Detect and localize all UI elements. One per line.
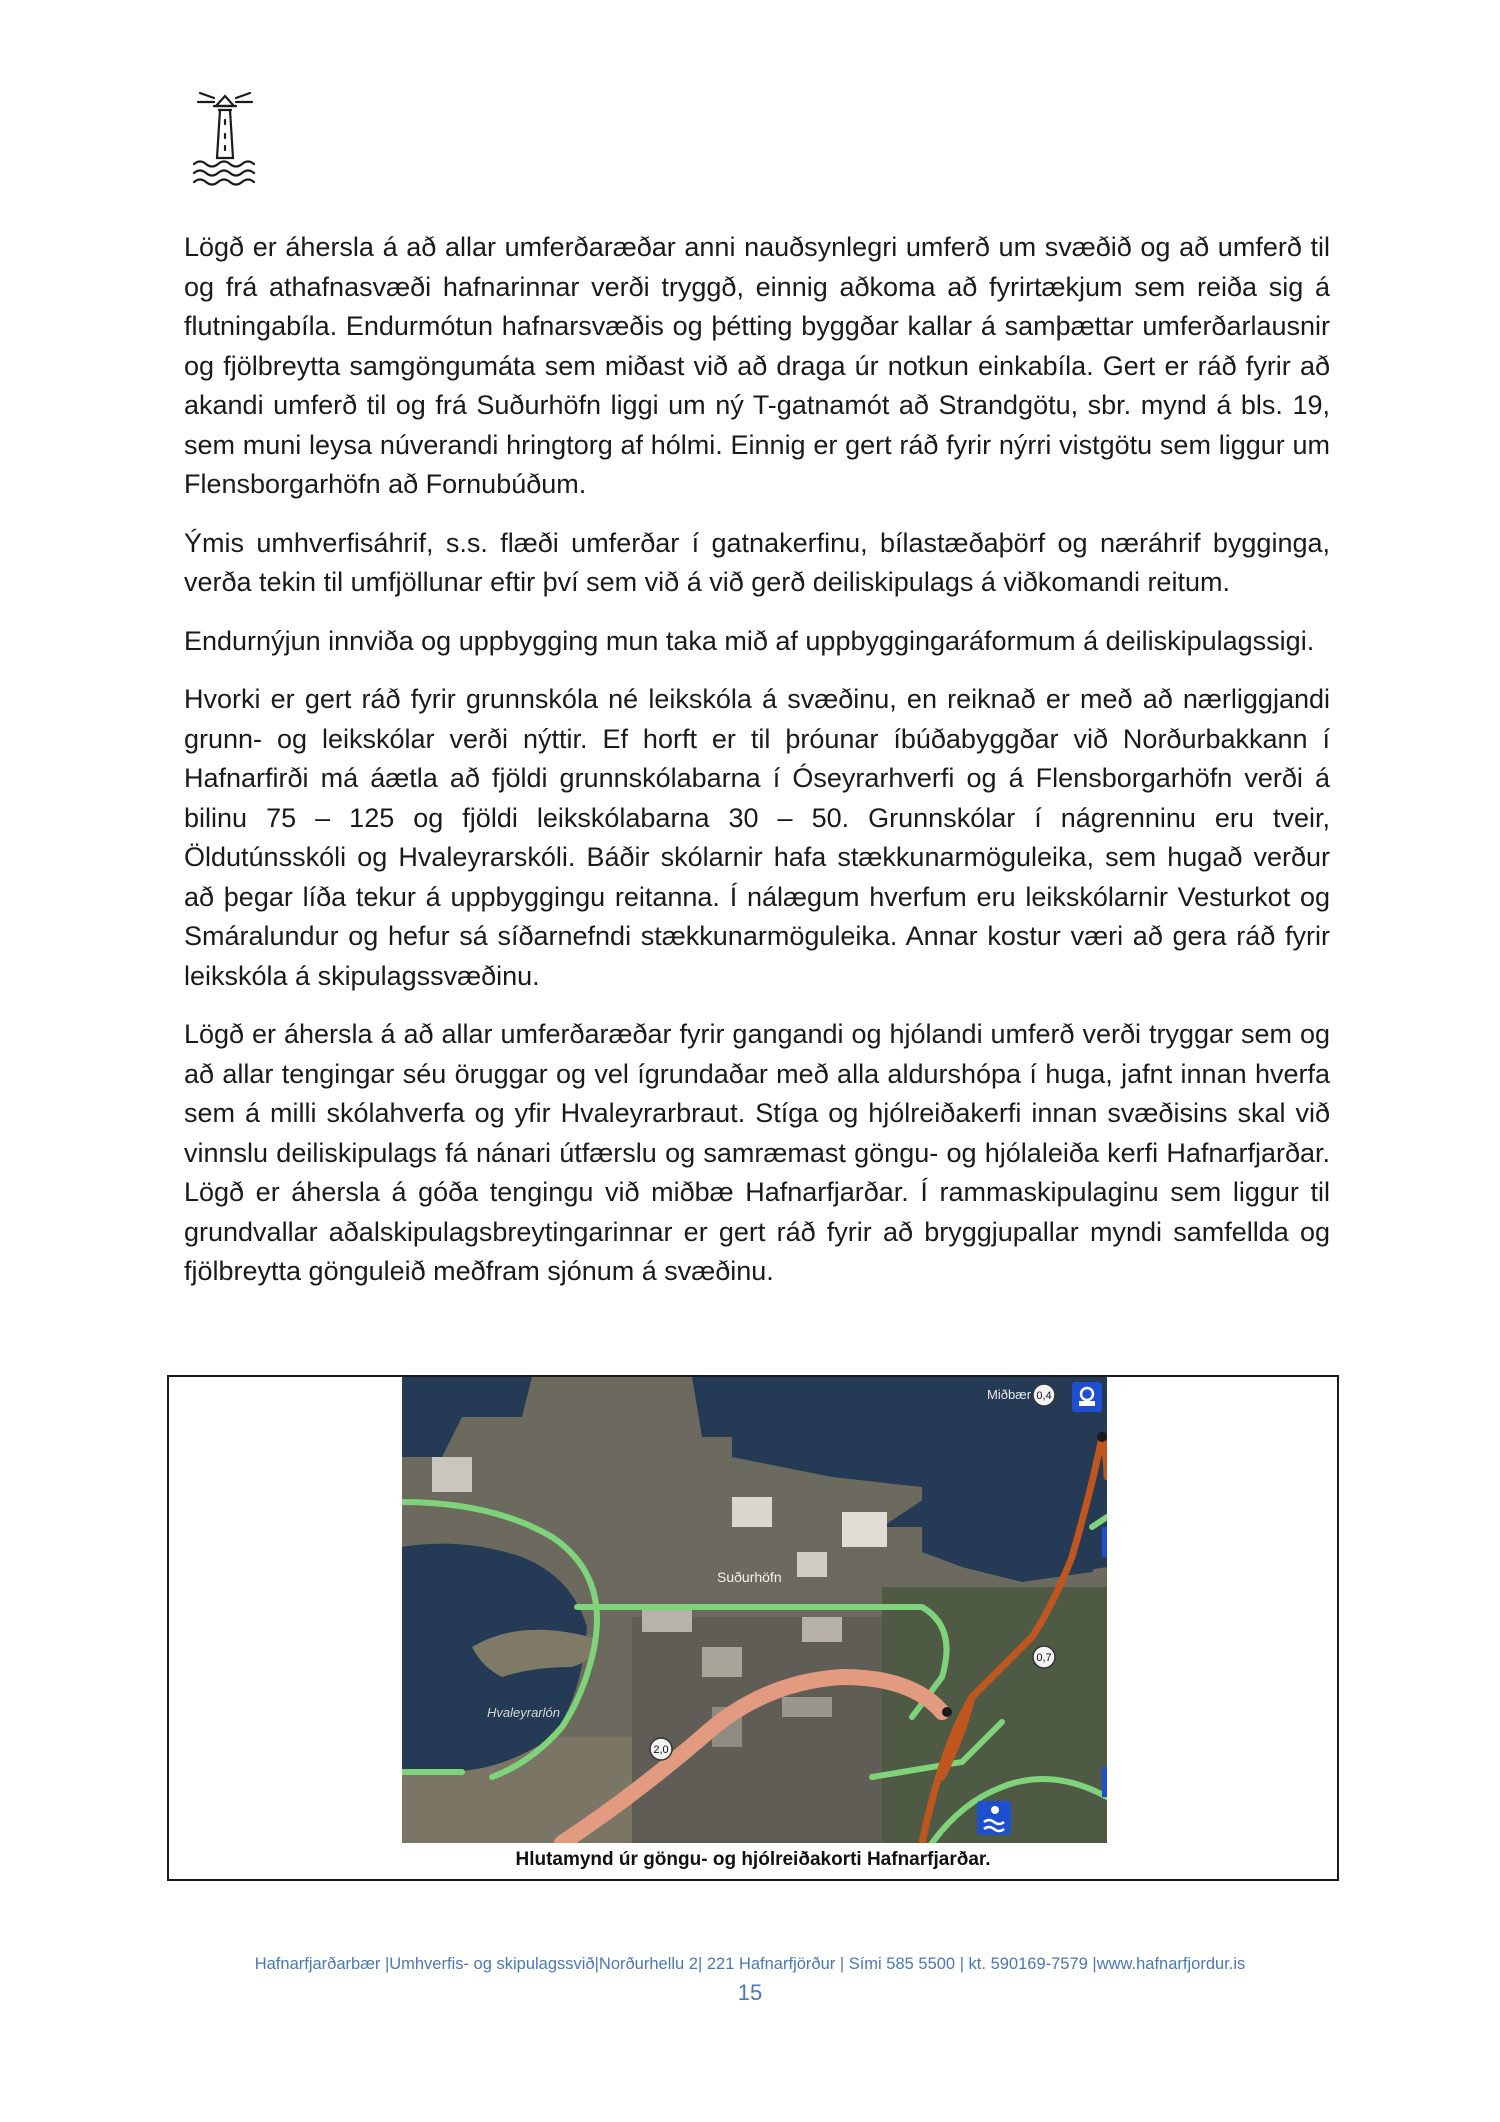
- distance-badge-0-7: [1033, 1646, 1055, 1668]
- paragraph-environment: Ýmis umhverfisáhrif, s.s. flæði umferðar í gatnakerfinu, bílastæðaþörf og næráhrif bygginga, verða tekin til umfjöllunar eftir því sem við á við gerð deiliskipulags á viðkomandi reitum.: [184, 527, 1330, 597]
- body-text: [184, 228, 1330, 1311]
- paragraph-traffic: Lögð er áhersla á að allar umferðaræðar anni nauðsynlegri umferð um svæðið og að umferð til og frá athafnasvæði hafnarinnar verði tryggð, einnig aðkoma að fyrirtækjum sem reiða sig á flutningabíla. Endurmótun hafnarsvæðis og þétting byggðar kallar á samþættar umferðarlausnir og fjölbreytta samgöngumáta sem miðast við að draga úr notkun einkabíla. Gert er ráð fyrir að akandi umferð til og frá Suðurhöfn liggi um ný T-gatnamót að Strandgötu, sbr. mynd á bls. 19, sem muni leysa núverandi hringtorg af hólmi. Einnig er gert ráð fyrir nýrri vistgötu sem liggur um Flensborgarhöfn að Fornubúðum.: [184, 232, 1330, 499]
- lighthouse-icon: [190, 88, 260, 192]
- label-midbaer: Miðbær: [987, 1387, 1032, 1402]
- page-number: 15: [737, 1980, 763, 2005]
- paragraph-infrastructure: Endurnýjun innviða og uppbygging mun taka mið af uppbyggingaráformum á deiliskipulagssigi.: [184, 625, 1315, 656]
- paragraph-schools: Hvorki er gert ráð fyrir grunnskóla né leikskóla á svæðinu, en reiknað er með að nærliggjandi grunn- og leikskólar verði nýttir. Ef horft er til þróunar íbúðabyggðar við Norðurbakkann í Hafnarfirði má áætla að fjöldi grunnskólabarna í Óseyrarhverfi og á Flensborgarhöfn verði á bilinu 75 – 125 og fjöldi leikskólabarna 30 – 50. Grunnskólar í nágrenninu eru tveir, Öldutúnsskóli og Hvaleyrarskóli. Báðir skólarnir hafa stækkunarmöguleika, sem hugað verður að þegar líða tekur á uppbyggingu reitanna. Í nálægum hverfum eru leikskólarnir Vesturkot og Smáralundur og hefur sá síðarnefndi stækkunarmöguleika. Annar kostur væri að gera ráð fyrir leikskóla á skipulagssvæðinu.: [184, 684, 1330, 991]
- aerial-map: [402, 1377, 1107, 1843]
- svg-text:0,4: 0,4: [1036, 1390, 1052, 1402]
- paragraph-pedestrian: Lögð er áhersla á að allar umferðaræðar fyrir gangandi og hjólandi umferð verði tryggar sem og að allar tengingar séu öruggar og vel ígrundaðar með alla aldurshópa í huga, jafnt innan hverfa sem á milli skólahverfa og yfir Hvaleyrarbraut. Stíga og hjólreiðakerfi innan svæðisins skal við vinnslu deiliskipulags fá nánari útfærslu og samræmast göngu- og hjólaleiða kerfi Hafnarfjarðar. Lögð er áhersla á góða tengingu við miðbæ Hafnarfjarðar. Í rammaskipulaginu sem liggur til grundvallar aðalskipulagsbreytingarinnar er gert ráð fyrir að bryggjupallar myndi samfellda og fjölbreytta gönguleið meðfram sjónum á svæðinu.: [184, 1019, 1330, 1286]
- info-point-icon: [1072, 1382, 1102, 1412]
- label-hvaleyrarlon: Hvaleyrarlón: [487, 1705, 560, 1720]
- svg-text:0,7: 0,7: [1036, 1652, 1052, 1664]
- svg-text:2,0: 2,0: [653, 1744, 669, 1756]
- label-sudurhofn: Suðurhöfn: [717, 1569, 782, 1585]
- footer-contact: Hafnarfjarðarbær |Umhverfis- og skipulagssvið|Norðurhellu 2| 221 Hafnarfjörður | Sími 585 5500 | kt. 590169-7579 |www.hafnarfjordur.is: [254, 1955, 1246, 1973]
- swimming-pool-icon: [977, 1801, 1011, 1835]
- map-figure: [167, 1375, 1339, 1881]
- figure-caption: Hlutamynd úr göngu- og hjólreiðakorti Hafnarfjarðar.: [515, 1849, 991, 1870]
- distance-badge-2-0: [650, 1738, 672, 1760]
- distance-badge-0-4: [1033, 1384, 1055, 1406]
